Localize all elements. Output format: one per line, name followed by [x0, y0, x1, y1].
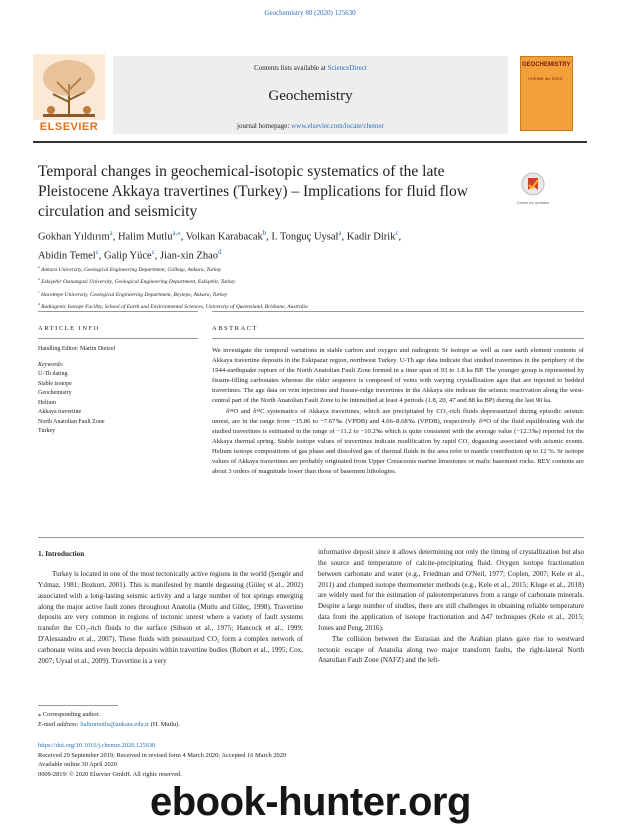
author-name[interactable]: I. Tonguç Uysal [271, 231, 339, 243]
author-affiliation-marker[interactable]: a,⁎ [172, 230, 181, 237]
info-divider [38, 338, 198, 339]
corresponding-author: ⁎ Corresponding author. [38, 711, 100, 718]
author-affiliation-marker[interactable]: c [395, 230, 399, 237]
keyword-item: U-Th dating [38, 371, 68, 377]
abstract-divider [212, 311, 584, 312]
check-for-updates-icon[interactable] [520, 172, 546, 202]
journal-citation[interactable]: Geochemistry 80 (2020) 125630 [264, 9, 356, 17]
article-info-heading: ARTICLE INFO [38, 325, 100, 332]
abstract-heading: ABSTRACT [212, 325, 258, 332]
sciencedirect-link[interactable]: ScienceDirect [327, 64, 367, 72]
author-name[interactable]: Jian-xin Zhao [159, 250, 219, 261]
author-name[interactable]: Abidin Temel [38, 250, 96, 261]
keyword-item: Geochemistry [38, 390, 72, 396]
keyword-item: Stable isotope [38, 380, 72, 387]
left-column [38, 569, 303, 667]
publication-info [38, 741, 398, 779]
affiliation-item: $^a$ Ankara University, Geological Engineering Department, Gölbaşı, Ankara, Turkey [38, 265, 222, 273]
cover-title: GEOCHEMISTRY [522, 62, 571, 68]
author-affiliation-marker[interactable]: b [262, 230, 267, 237]
affiliation-list [38, 263, 578, 312]
journal-title: Geochemistry [268, 88, 353, 104]
handling-editor: Handling Editor: Martin Dietzel [38, 346, 116, 352]
header-divider [33, 141, 587, 143]
footnote [38, 710, 338, 729]
journal-homepage: journal homepage: www.elsevier.com/locate/chemer [237, 122, 384, 130]
right-column [318, 547, 584, 666]
abstract-paragraph: We investigate the temporal variations in stable carbon and oxygen and radiogenic Sr isotope as well as rare earth element contents of Akkaya travertine deposits in the Eskipazar region, northwest Turkey. U-Th age data indicate that studied travertines in the periphery of the 1944-earthquake rupture of the North Anatolian Fault Zone formed in a time span of 93 to 1.8 ka BP. The younger group is represented by fissure-filling carbonates whereas the older sequence is composed of veins with varying crystallization ages that are injected to bedded travertines. The age data on vein injections and fissure-ridge travertines in the Akkaya site indicate the seismic reactivation along the west-central part of the North Anatolian Fault Zone to be intensified at least 4 periods (1.8, 20, 47 and 88 ka BP) during the last 90 ka. [212, 347, 584, 405]
keyword-item: Helium [38, 399, 56, 406]
email-link[interactable]: halimmutlu@ankara.edu.tr [80, 720, 150, 728]
author-name[interactable]: Kadir Dirik [346, 231, 396, 243]
author-name[interactable]: Gokhan Yıldırım [38, 231, 110, 243]
author-affiliation-marker[interactable]: c [95, 248, 99, 256]
info-divider [38, 311, 198, 312]
watermark: ebook-hunter.org [150, 780, 471, 824]
author-affiliation-marker[interactable]: c [151, 248, 155, 256]
article-title: Temporal changes in geochemical-isotopic systematics of the late Pleistocene Akkaya travertines (Turkey) – Implications for fluid flow circulation and seismicity [38, 163, 468, 220]
available-online: Available online 30 April 2020 [38, 761, 118, 768]
keyword-item: Akkaya travertine [38, 409, 82, 415]
email-line: E-mail address: halimmutlu@ankara.edu.tr (H. Mutlu). [38, 720, 180, 728]
body-paragraph: Turkey is located in one of the most tectonically active regions in the world (Şengör and Yılmaz, 1981; Bozkurt, 2001). This is manifested by mantle degassing (Güleç et al., 2002) associated with a long-lasting seismic activity and a large number of hot springs emerging along the major active fault zones throughout Anatolia (Mutlu and Güleç, 1998). Travertine deposits are very common in regions of tectonic unrest where a variety of fault systems transfer the CO₂-rich fluids to the surface (Sibson et al., 1975; Hancock et al., 1999; D'Alessandro et al., 2007). These fluids with pressurized CO₂ form a complex network of carbonate veins and even breccia deposits within travertine bodies (Robert et al., 1995; Cox, 2007; Uysal et al., 2009). Travertine is a very [38, 570, 303, 665]
author-name[interactable]: Galip Yüce [103, 250, 152, 261]
author-affiliation-marker[interactable]: d [218, 248, 222, 256]
author-affiliation-marker[interactable]: a [338, 230, 342, 237]
check-for-updates-label: Check for updates [516, 200, 550, 205]
abstract-text [212, 346, 584, 477]
body-divider [38, 537, 584, 538]
author-name[interactable]: Halim Mutlu [117, 231, 173, 243]
copyright-line: 0009-2819/ © 2020 Elsevier GmbH. All rights reserved. [38, 770, 182, 778]
cover-subtitle: CHEMIE der ERDE [528, 76, 563, 81]
contents-line: Contents lists available at ScienceDirect [254, 64, 367, 72]
keywords-label: Keywords: [38, 361, 64, 368]
doi-link[interactable]: https://doi.org/10.1016/j.chemer.2020.125630 [38, 742, 156, 749]
abstract-paragraph: δ¹⁸O and δ¹³C systematics of Akkaya travertines, which are precipitated by CO₂-rich fluids depressurized during episodic seismic unrest, are in the range from −15.86 to −7.67‰ (VPDB) and 4.66–8.68‰ (VPDB), respectively. δ¹⁸O of the fluid equilibrating with the studied travertines is estimated in the range of −11.2 to −10.2‰ which is quite consistent with the average value (−12.3‰) reported for the Akkaya thermal spring. Stable isotope values of travertines indicate modification by rapid CO₂ degassing associated with seismic events. Helium isotope compositions of gas phase and dissolved gas of thermal fluids in the area refer to mantle contribution up to 12 %. Sr isotope values of Akkaya travertines are probably originated from Upper Cretaceous marine limestones or mafic basement rocks. REY contents are about 3 orders of magnitude lower than those of basement lithologies. [212, 407, 584, 476]
body-paragraph: The collision between the Eurasian and the Arabian plates gave rise to westward tectonic escape of Anatolia along two major transform faults, the right-lateral North Anatolian Fault Zone (NAFZ) and the left- [318, 634, 584, 665]
received-dates: Received 29 September 2019; Received in revised form 4 March 2020; Accepted 16 March 2020 [38, 751, 287, 759]
homepage-link[interactable]: www.elsevier.com/locate/chemer [291, 122, 384, 130]
body-paragraph: informative deposit since it allows determining not only the timing of crystallization but also the source and temperature of calcite-precipitating fluid. Oxygen isotope fractionation between carbonate and water (e.g., Friedman and O'Neil, 1977; Coplen, 2007; Kele et al., 2011) and clumped isotope thermometer methods (e.g., Kele et al., 2015; Kluge et al., 2018) are widely used for the estimation of paleotemperatures from a range of carbonate minerals. Despite a large number of studies, there are still challenges in obtaining reliable temperature data from the application of isotope fractionation and Δ47 techniques (Kele et al., 2015; Jones and Peng, 2016). [318, 548, 584, 632]
keywords-block [38, 345, 198, 437]
author-name[interactable]: Volkan Karabacak [185, 231, 263, 243]
footnote-divider [38, 705, 118, 706]
abstract-divider [212, 338, 584, 339]
author-affiliation-marker[interactable]: a [109, 230, 113, 237]
section-heading: 1. Introduction [38, 550, 85, 558]
author-list: Gokhan Yıldırım$^a$, Halim Mutlu$^{a,⁎}$, Volkan Karabacak$^b$, I. Tonguç Uysal$^a$, Kadir Dirik$^c$, Abidin Temel$^c$, Galip Yüce$^c$, Jian-xin Zhao$^d$ [38, 230, 402, 261]
elsevier-wordmark: ELSEVIER [39, 121, 99, 133]
affiliation-item: $^b$ Eskişehir Osmangazi University, Geological Engineering Department, Eskişehir, Turkey [38, 277, 236, 286]
keyword-item: North Anatolian Fault Zone [38, 418, 105, 425]
affiliation-item: $^c$ Hacettepe University, Geological Engineering Department, Beytepe, Ankara, Turkey [38, 289, 228, 298]
affiliation-item: $^d$ Radiogenic Isotope Facility, School of Earth and Environmental Sciences, University of Queensland, Brisbane, Australia [38, 301, 308, 310]
keyword-item: Turkey [38, 428, 56, 434]
